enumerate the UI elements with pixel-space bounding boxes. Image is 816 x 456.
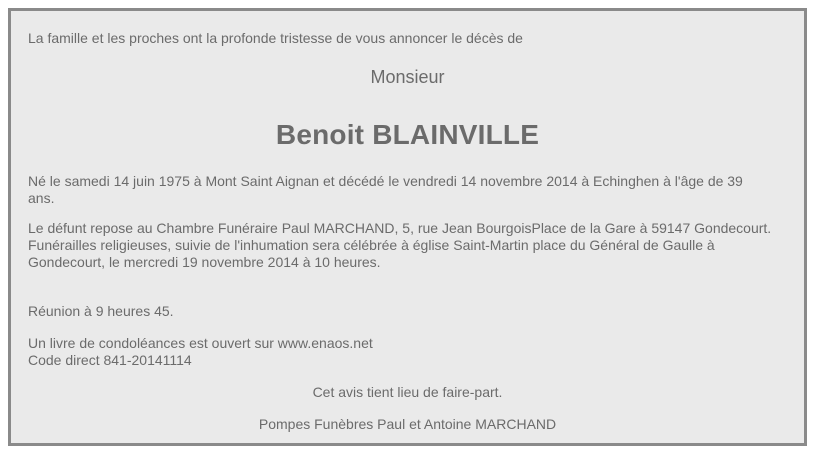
rest-place-text: Le défunt repose au Chambre Funéraire Paul MARCHAND, 5, rue Jean BourgoisPlace de la Gare à 59147 Gondecourt. [28,220,772,236]
honorific: Monsieur [370,67,445,87]
code-text: Code direct 841-20141114 [28,352,192,368]
signature-text: Pompes Funèbres Paul et Antoine MARCHAND [258,416,557,432]
intro-text: La famille et les proches ont la profonde tristesse de vous annoncer le décès de [28,30,523,46]
birth-death-text: Né le samedi 14 juin 1975 à Mont Saint Aignan et décédé le vendredi 14 novembre 2014 à Echinghen à l'âge de 39 ans. [28,173,743,206]
arrangements-paragraph [28,220,773,271]
deceased-name: Benoit BLAINVILLE [275,119,540,150]
meeting-text: Réunion à 9 heures 45. [28,303,174,319]
closing-text: Cet avis tient lieu de faire-part. [312,384,503,400]
death-notice [8,8,807,446]
condolences-paragraph [28,335,773,369]
funeral-text: Funérailles religieuses, suivie de l'inhumation sera célébrée à église Saint-Martin place du Général de Gaulle à Gondecourt, le mercredi 19 novembre 2014 à 10 heures. [28,237,715,270]
condolences-text: Un livre de condoléances est ouvert sur www.enaos.net [28,335,373,351]
